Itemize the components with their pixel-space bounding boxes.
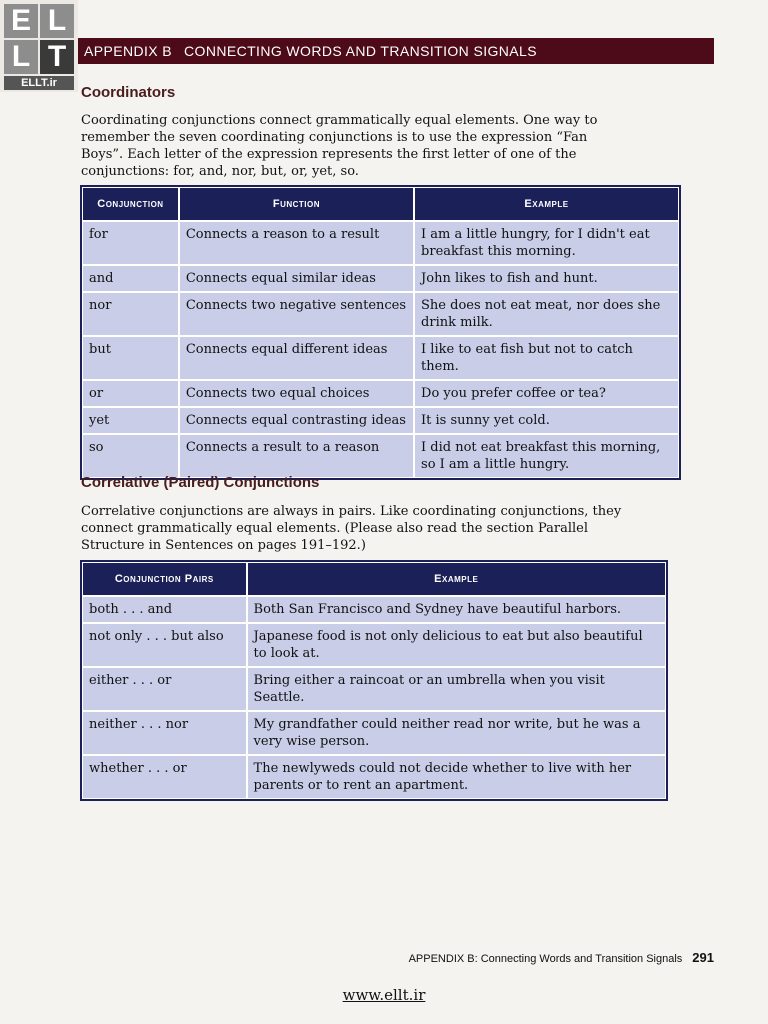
table-cell: The newlyweds could not decide whether to live with her parents or to rent an apartment.: [247, 755, 666, 799]
coordinators-paragraph: Coordinating conjunctions connect grammatically equal elements. One way to remember the seven coordinating conjunctions is to use the expression “Fan Boys”. Each letter of the expression represents the first letter of one of the conjunctions: for, and, nor, but, or, yet, so.: [81, 113, 598, 179]
page-footer: [409, 950, 714, 965]
logo-letter: L: [40, 4, 74, 38]
header-conjunction-pairs: Conjunction Pairs: [82, 562, 247, 596]
table-cell: so: [82, 434, 179, 478]
table-cell: whether . . . or: [82, 755, 247, 799]
table-row: [82, 292, 679, 336]
chapter-banner: [78, 38, 714, 64]
table-cell: both . . . and: [82, 596, 247, 623]
coordinators-body: [82, 221, 679, 478]
table-row: [82, 667, 666, 711]
header-example: Example: [247, 562, 666, 596]
logo-letter: L: [4, 40, 38, 74]
table-cell: Bring either a raincoat or an umbrella when you visit Seattle.: [247, 667, 666, 711]
table-cell: My grandfather could neither read nor write, but he was a very wise person.: [247, 711, 666, 755]
table-cell: She does not eat meat, nor does she drink milk.: [414, 292, 679, 336]
table-row: [82, 380, 679, 407]
table-cell: Connects equal contrasting ideas: [179, 407, 414, 434]
logo-tag: ELLT.ir: [4, 76, 74, 90]
table-cell: not only . . . but also: [82, 623, 247, 667]
header-conjunction: Conjunction: [82, 187, 179, 221]
footer-text: APPENDIX B: Connecting Words and Transition Signals: [408, 953, 683, 965]
table-cell: and: [82, 265, 179, 292]
table-header-row: [82, 562, 666, 596]
table-row: [82, 755, 666, 799]
logo-letter: T: [40, 40, 74, 74]
table-cell: Japanese food is not only delicious to eat but also beautiful to look at.: [247, 623, 666, 667]
table-cell: Connects equal different ideas: [179, 336, 414, 380]
correlative-paragraph: Correlative conjunctions are always in pairs. Like coordinating conjunctions, they connect grammatically equal elements. (Please also read the section Parallel Structure in Sentences on pages 191–192.): [81, 504, 622, 553]
logo-letter: E: [4, 4, 38, 38]
section-heading-correlative: Correlative (Paired) Conjunctions: [81, 474, 320, 491]
table-cell: Connects two equal choices: [179, 380, 414, 407]
ellt-logo: [0, 0, 78, 92]
table-cell: neither . . . nor: [82, 711, 247, 755]
table-cell: nor: [82, 292, 179, 336]
table-row: [82, 221, 679, 265]
section-heading-coordinators: Coordinators: [81, 84, 176, 101]
table-cell: for: [82, 221, 179, 265]
table-row: [82, 336, 679, 380]
site-url-link[interactable]: www.ellt.ir: [342, 986, 426, 1004]
table-cell: either . . . or: [82, 667, 247, 711]
correlative-table: [81, 561, 667, 800]
header-example: Example: [414, 187, 679, 221]
table-cell: but: [82, 336, 179, 380]
table-cell: I did not eat breakfast this morning, so I am a little hungry.: [414, 434, 679, 478]
table-cell: John likes to fish and hunt.: [414, 265, 679, 292]
table-row: [82, 434, 679, 478]
page-number: 291: [692, 950, 714, 965]
banner-appendix: APPENDIX B: [84, 43, 173, 59]
table-cell: Connects equal similar ideas: [179, 265, 414, 292]
table-row: [82, 596, 666, 623]
table-cell: It is sunny yet cold.: [414, 407, 679, 434]
table-cell: Connects a result to a reason: [179, 434, 414, 478]
table-row: [82, 623, 666, 667]
coordinators-table: [81, 186, 680, 479]
table-cell: Both San Francisco and Sydney have beautiful harbors.: [247, 596, 666, 623]
header-function: Function: [179, 187, 414, 221]
table-row: [82, 407, 679, 434]
table-cell: Do you prefer coffee or tea?: [414, 380, 679, 407]
table-row: [82, 711, 666, 755]
table-header-row: [82, 187, 679, 221]
table-row: [82, 265, 679, 292]
table-cell: Connects two negative sentences: [179, 292, 414, 336]
table-cell: Connects a reason to a result: [179, 221, 414, 265]
banner-title: CONNECTING WORDS AND TRANSITION SIGNALS: [184, 43, 537, 59]
table-cell: yet: [82, 407, 179, 434]
table-cell: or: [82, 380, 179, 407]
correlative-body: [82, 596, 666, 799]
table-cell: I like to eat fish but not to catch them.: [414, 336, 679, 380]
table-cell: I am a little hungry, for I didn't eat breakfast this morning.: [414, 221, 679, 265]
